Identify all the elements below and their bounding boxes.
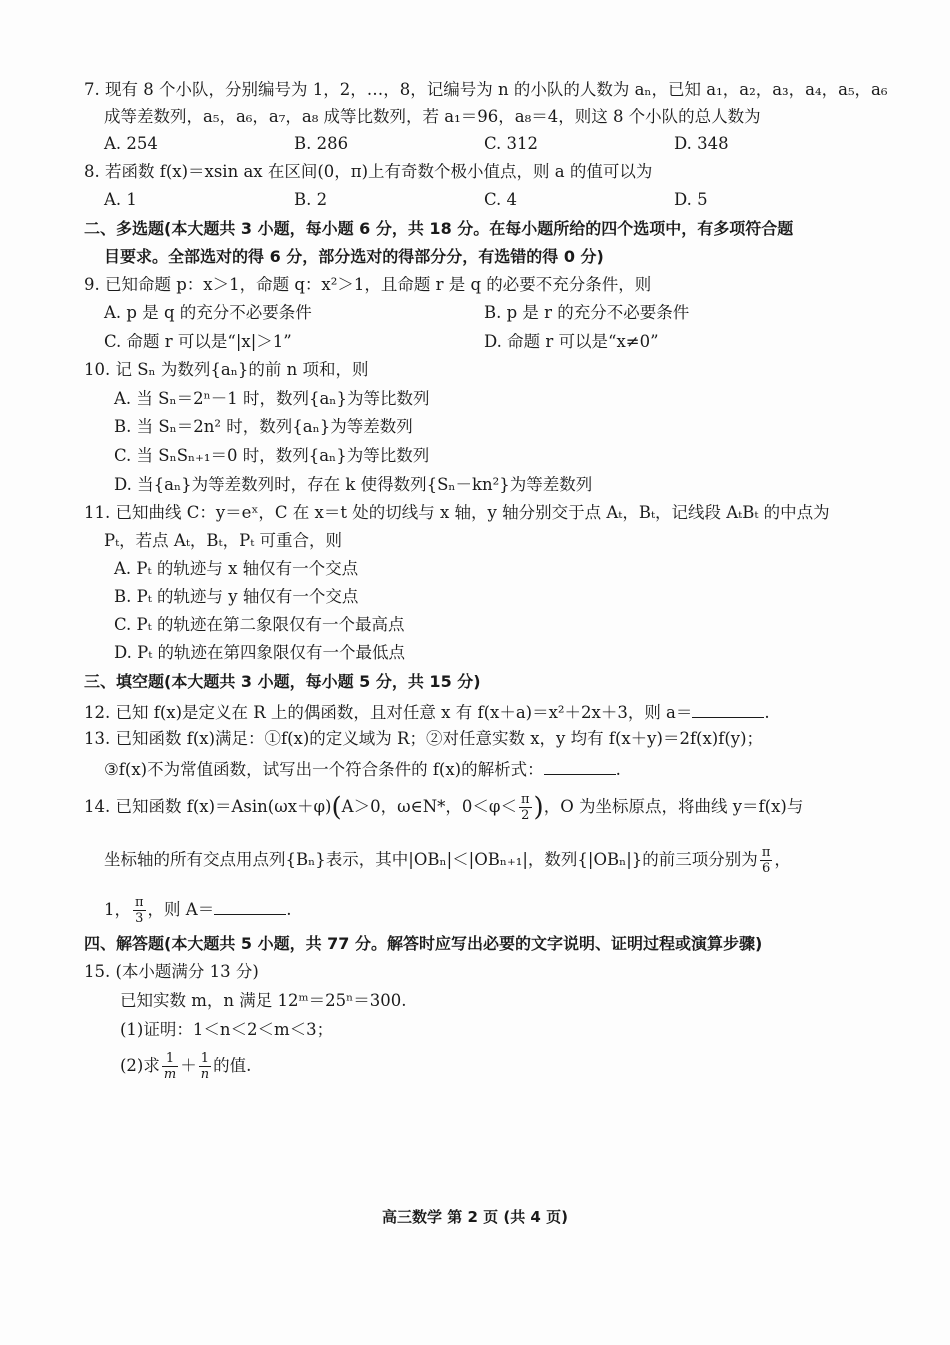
q7-stem-line2: 成等差数列，a₅，a₆，a₇，a₈ 成等比数列，若 a₁＝96，a₈＝4，则这 8 个小队的总人数为	[104, 107, 761, 126]
q10-option-d: D. 当{aₙ}为等差数列时，存在 k 使得数列{Sₙ－kn²}为等差数列	[114, 475, 593, 494]
q14-stem-line2: 坐标轴的所有交点用点列{Bₙ}表示，其中|OBₙ|＜|OBₙ₊₁|，数列{|OBₙ|}的前三项分别为 $\frac{\pi}{6}$ ，	[104, 845, 791, 876]
q14-answer-blank[interactable]	[214, 898, 286, 915]
q9-option-c: C. 命题 r 可以是“|x|＞1”	[104, 332, 292, 351]
q12-end: .	[764, 703, 770, 722]
q8-stem: 8. 若函数 f(x)＝xsin ax 在区间(0，π)上有奇数个极小值点，则 a 的值可以为	[84, 162, 653, 181]
q13-stem-line1: 13. 已知函数 f(x)满足：①f(x)的定义域为 R；②对任意实数 x，y 均有 f(x＋y)＝2f(x)f(y)；	[84, 729, 764, 748]
q14-text: 坐标轴的所有交点用点列{Bₙ}表示，其中|OBₙ|＜|OBₙ₊₁|，数列{|OBₙ|}的前三项分别为	[104, 850, 758, 869]
q11-option-c: C. Pₜ 的轨迹在第二象限仅有一个最高点	[114, 615, 405, 634]
q12-text: 12. 已知 f(x)是定义在 R 上的偶函数，且对任意 x 有 f(x＋a)＝x²＋2x＋3，则 a＝	[84, 703, 693, 722]
q10-option-b: B. 当 Sₙ＝2n² 时，数列{aₙ}为等差数列	[114, 417, 413, 436]
q15-one-over-n: $\frac{1}{n}$	[200, 1051, 210, 1082]
q11-option-d: D. Pₜ 的轨迹在第四象限仅有一个最低点	[114, 643, 406, 662]
q10-option-c: C. 当 SₙSₙ₊₁＝0 时，数列{aₙ}为等比数列	[114, 446, 430, 465]
q13-text: ③f(x)不为常值函数，试写出一个符合条件的 f(x)的解析式：	[104, 760, 544, 779]
q12-answer-blank[interactable]	[692, 701, 764, 718]
section2-heading-line1: 二、多选题(本大题共 3 小题，每小题 6 分，共 18 分。在每小题所给的四个选项中，有多项符合题	[84, 219, 794, 238]
section3-heading: 三、填空题(本大题共 3 小题，每小题 5 分，共 15 分)	[84, 672, 481, 691]
q14-right-paren: )	[533, 792, 544, 823]
q14-pi-over-2: $\frac{\pi}{2}$	[520, 792, 530, 823]
q7-option-d: D. 348	[674, 134, 729, 153]
q9-stem: 9. 已知命题 p：x＞1，命题 q：x²＞1，且命题 r 是 q 的必要不充分条件，则	[84, 275, 652, 294]
q15-given: 已知实数 m，n 满足 12ᵐ＝25ⁿ＝300.	[120, 991, 407, 1010]
q8-option-a: A. 1	[104, 190, 137, 209]
q11-option-a: A. Pₜ 的轨迹与 x 轴仅有一个交点	[114, 559, 359, 578]
q8-option-b: B. 2	[294, 190, 328, 209]
q14-conditions: A＞0，ω∈N*，0＜φ＜	[341, 797, 517, 816]
q7-stem-line1: 7. 现有 8 个小队，分别编号为 1，2，…，8，记编号为 n 的小队的人数为 aₙ，已知 a₁，a₂，a₃，a₄，a₅，a₆	[84, 80, 888, 99]
q12-stem	[84, 701, 770, 723]
q15-part2: (2)求 $\frac{1}{m}$ ＋ $\frac{1}{n}$ 的值.	[120, 1051, 252, 1082]
section4-heading: 四、解答题(本大题共 5 小题，共 77 分。解答时应写出必要的文字说明、证明过程或演算步骤)	[84, 934, 763, 953]
q15-one-over-m: $\frac{1}{m}$	[163, 1051, 177, 1082]
q14-left-paren: (	[331, 792, 342, 823]
q9-option-d: D. 命题 r 可以是“x≠0”	[484, 332, 659, 351]
q11-stem-line2: Pₜ，若点 Aₜ，Bₜ，Pₜ 可重合，则	[104, 531, 343, 550]
section2-heading-line2: 目要求。全部选对的得 6 分，部分选对的得部分分，有选错的得 0 分)	[104, 247, 604, 266]
q7-option-b: B. 286	[294, 134, 349, 153]
q13-end: .	[615, 760, 621, 779]
q14-func: 14. 已知函数 f(x)＝Asin(ωx＋φ)	[84, 797, 332, 816]
q14-pi-over-3: $\frac{\pi}{3}$	[135, 895, 144, 926]
q7-option-a: A. 254	[104, 134, 158, 153]
q13-answer-blank[interactable]	[544, 758, 616, 775]
q7-option-c: C. 312	[484, 134, 539, 153]
q9-option-b: B. p 是 r 的充分不必要条件	[484, 303, 690, 322]
q10-stem: 10. 记 Sₙ 为数列{aₙ}的前 n 项和，则	[84, 360, 369, 379]
q14-stem-line3: 1， $\frac{\pi}{3}$ ，则 A＝ .	[104, 895, 292, 926]
q8-option-c: C. 4	[484, 190, 518, 209]
q14-stem-line1	[84, 792, 803, 823]
q10-option-a: A. 当 Sₙ＝2ⁿ－1 时，数列{aₙ}为等比数列	[114, 389, 430, 408]
q11-stem-line1: 11. 已知曲线 C：y＝eˣ，C 在 x＝t 处的切线与 x 轴，y 轴分别交于点 Aₜ，Bₜ，记线段 AₜBₜ 的中点为	[84, 503, 830, 522]
q11-option-b: B. Pₜ 的轨迹与 y 轴仅有一个交点	[114, 587, 359, 606]
q15-title: 15. (本小题满分 13 分)	[84, 962, 259, 981]
q15-part1: (1)证明：1＜n＜2＜m＜3；	[120, 1020, 334, 1039]
q14-rest: ，O 为坐标原点，将曲线 y＝f(x)与	[543, 797, 804, 816]
q8-option-d: D. 5	[674, 190, 708, 209]
q14-pi-over-6: $\frac{\pi}{6}$	[761, 845, 771, 876]
page-footer: 高三数学 第 2 页 (共 4 页)	[382, 1208, 568, 1226]
q13-stem-line2	[104, 758, 621, 780]
q9-option-a: A. p 是 q 的充分不必要条件	[104, 303, 312, 322]
